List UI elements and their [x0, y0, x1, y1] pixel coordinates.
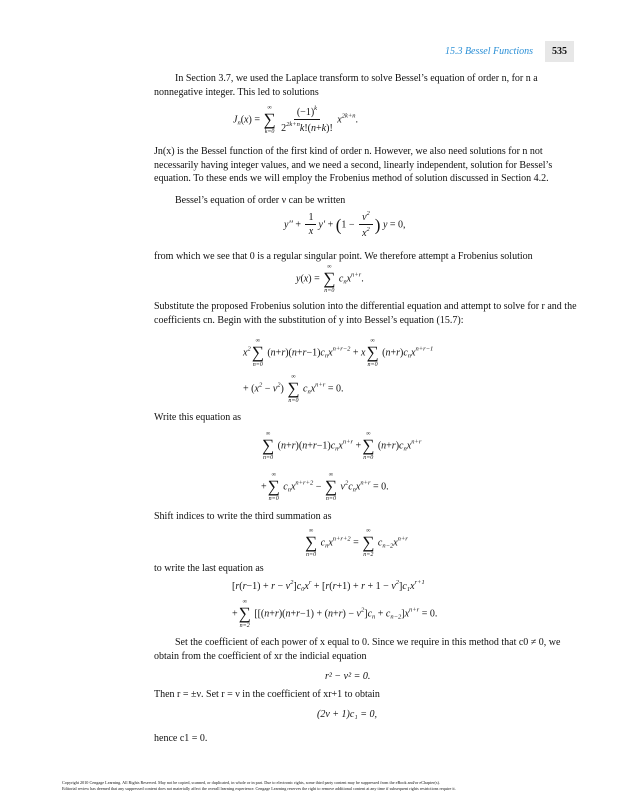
- equation-c1: (2ν + 1)c₁ = 0,: [317, 709, 378, 720]
- paragraph-1: In Section 3.7, we used the Laplace transform to solve Bessel’s equation of order n, for n a nonnegative integer. This led to solutions: [154, 73, 538, 98]
- page-number: 535: [545, 41, 574, 62]
- equation-indicial: r² − ν² = 0.: [325, 671, 371, 682]
- equation-rewrite-1: ∞ ∑ n=0 $(n+r)(n+r-1)c_nx^{n+r}$ + ∞ ∑ n=0 $(n+r)c_nx^{n+r}$: [262, 431, 422, 461]
- paragraph-8: to write the last equation as: [154, 563, 264, 574]
- equation-bessel-ode: y′′ + $\frac{1}{x}$ y′ + (1 − $\frac{\nu^2}{x^2}$ ) y = 0,: [284, 210, 406, 239]
- paragraph-10: Then r = ±ν. Set r = ν in the coefficient of xr+1 to obtain: [154, 689, 380, 700]
- running-header: [445, 38, 574, 64]
- paragraph-9: Set the coefficient of each power of x equal to 0. Since we require in this method that c0 ≠ 0, we obtain from the coefficient of xr the indicial equation: [154, 637, 561, 662]
- equation-final-2: + ∞ ∑ n=2 $[[(n+r)(n+r-1) + (n+r) - \nu^2]c_n + c_{n-2}]x^{n+r} = 0$.: [232, 599, 438, 629]
- equation-rewrite-2: + ∞ ∑ n=0 $c_nx^{n+r+2}$ − ∞ ∑ n=0 $\nu^2c_nx^{n+r} = 0$.: [261, 472, 389, 502]
- footer-line-2: Editorial review has deemed that any suppressed content does not materially affect the overall learning experience. Cengage Learning reserves the right to remove additional content at any time if subsequent rights restrictions require it.: [62, 786, 456, 791]
- footer-line-1: Copyright 2010 Cengage Learning. All Rights Reserved. May not be copied, scanned, or duplicated, in whole or in part. Due to electronic rights, some third party content may be suppressed from the eBook and/or eChapter(s).: [62, 780, 440, 785]
- paragraph-5: Substitute the proposed Frobenius solution into the differential equation and attempt to solve for r and the coefficients cn. Begin with the substitution of y into Bessel’s equation (15.7):: [154, 301, 577, 326]
- section-title: 15.3 Bessel Functions: [444, 45, 533, 57]
- paragraph-7: Shift indices to write the third summation as: [154, 511, 332, 522]
- equation-bessel-jn: $J_n(x)$ = ∞ ∑ k=0 $\frac{(-1)^k}{2^{2k+n}k!(n+k)!}$ $x^{2k+n}$.: [233, 105, 359, 135]
- paragraph-3: Bessel’s equation of order ν can be written: [175, 195, 346, 206]
- equation-index-shift: ∞ ∑ n=0 $c_nx^{n+r+2}$ = ∞ ∑ n=2 $c_{n-2}x^{n+r}$: [305, 528, 408, 558]
- paragraph-2: Jn(x) is the Bessel function of the first kind of order n. However, we also need solutions for n not necessarily having integer values, and we need a second, linearly independent, solution for Bessel’s equation. To these ends we will employ the Frobenius method of solution discussed in Section 4.2.: [154, 146, 553, 185]
- equation-substitution-2: + $(x^2 - \nu^2)$ ∞ ∑ n=0 $c_nx^{n+r} = 0$.: [243, 374, 344, 404]
- paragraph-6: Write this equation as: [154, 412, 242, 423]
- equation-final-1: $[r(r-1) + r - \nu^2]c_0x^r + [r(r+1) + r + 1 - \nu^2]c_1x^{r+1}$: [232, 579, 425, 593]
- equation-substitution-1: $x^2$ ∞ ∑ n=0 $(n+r)(n+r-1)c_nx^{n+r-2} + x$ ∞ ∑ n=0 $(n+r)c_nx^{n+r-1}$: [243, 338, 434, 368]
- equation-frobenius: y(x) = ∞ ∑ n=0 $c_nx^{n+r}$.: [296, 264, 364, 294]
- copyright-footer: [62, 780, 582, 792]
- paragraph-4: from which we see that 0 is a regular singular point. We therefore attempt a Frobenius solution: [154, 251, 533, 262]
- paragraph-11: hence c1 = 0.: [154, 733, 208, 744]
